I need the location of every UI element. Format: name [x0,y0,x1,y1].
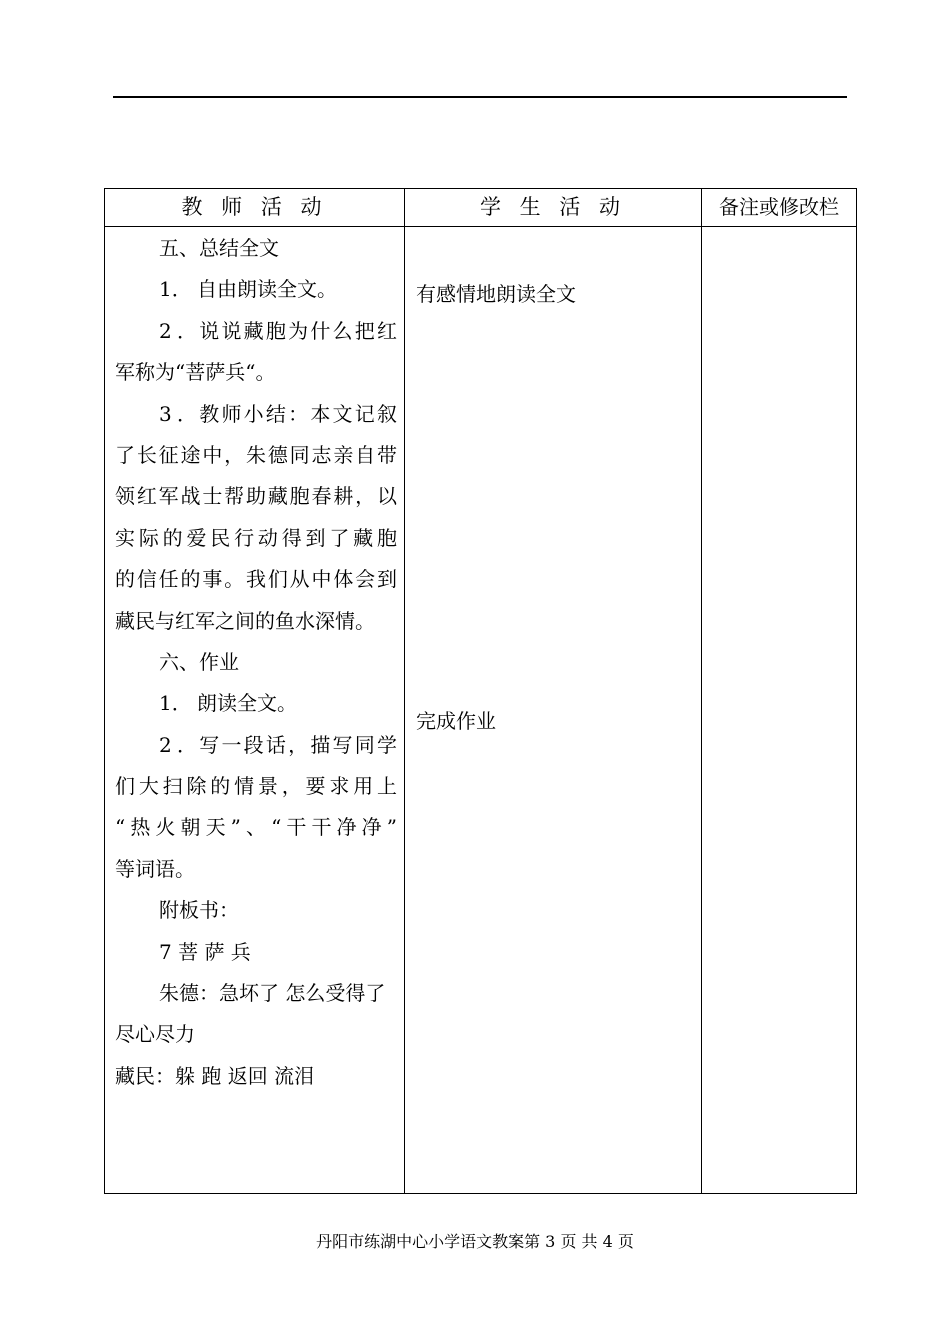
text-line: “热火朝天”、“干干净净” [115,815,397,840]
list-item [115,394,397,435]
item-number: 2． [159,318,197,343]
lesson-plan-table [104,188,857,1194]
item-text: 教师小结：本文记叙 [197,401,397,426]
item-number: 1． [159,277,192,302]
text-line: 们大扫除的情景，要求用上 [115,774,397,799]
teacher-activity-content [115,228,397,1097]
header-rule [113,96,847,98]
notes-header: 备注或修改栏 [719,195,839,219]
section-heading: 五、总结全文 [159,236,279,260]
list-item [115,683,397,724]
page-footer: 丹阳市练湖中心小学语文教案第 3 页 共 4 页 [316,1232,634,1251]
item-number: 2． [159,732,197,757]
list-item [115,311,397,352]
item-text: 写一段话，描写同学 [197,732,397,757]
blackboard-heading: 附板书： [159,898,239,923]
item-number: 1． [159,691,192,716]
item-text: 自由朗读全文。 [197,277,337,302]
header-row-divider [105,226,856,227]
text-line: 的信任的事。我们从中体会到 [115,567,397,592]
item-number: 3． [159,401,197,426]
text-line: 军称为“菩萨兵“。 [115,360,276,385]
blackboard-line: 朱德：急坏了 怎么受得了 [159,981,386,1006]
student-activity-homework: 完成作业 [416,709,496,733]
student-activity-header: 学 生 活 动 [479,195,627,219]
blackboard-title: 7 菩 萨 兵 [159,939,251,964]
list-item [115,725,397,766]
teacher-activity-header: 教 师 活 动 [181,195,328,219]
blackboard-line: 尽心尽力 [115,1022,195,1047]
text-line: 实际的爱民行动得到了藏胞 [115,525,397,550]
item-text: 朗读全文。 [197,691,297,716]
text-line: 了长征途中，朱德同志亲自带 [115,442,397,467]
column-divider [701,189,702,1193]
text-line: 等词语。 [115,856,195,881]
section-heading: 六、作业 [159,649,239,674]
text-line: 领红军战士帮助藏胞春耕，以 [115,484,397,509]
list-item [115,269,397,310]
text-line: 藏民与红军之间的鱼水深情。 [115,608,375,633]
item-text: 说说藏胞为什么把红 [197,318,397,343]
column-divider [404,189,405,1193]
blackboard-line: 藏民：躲 跑 返回 流泪 [115,1063,315,1088]
student-activity-read-aloud: 有感情地朗读全文 [416,282,576,306]
